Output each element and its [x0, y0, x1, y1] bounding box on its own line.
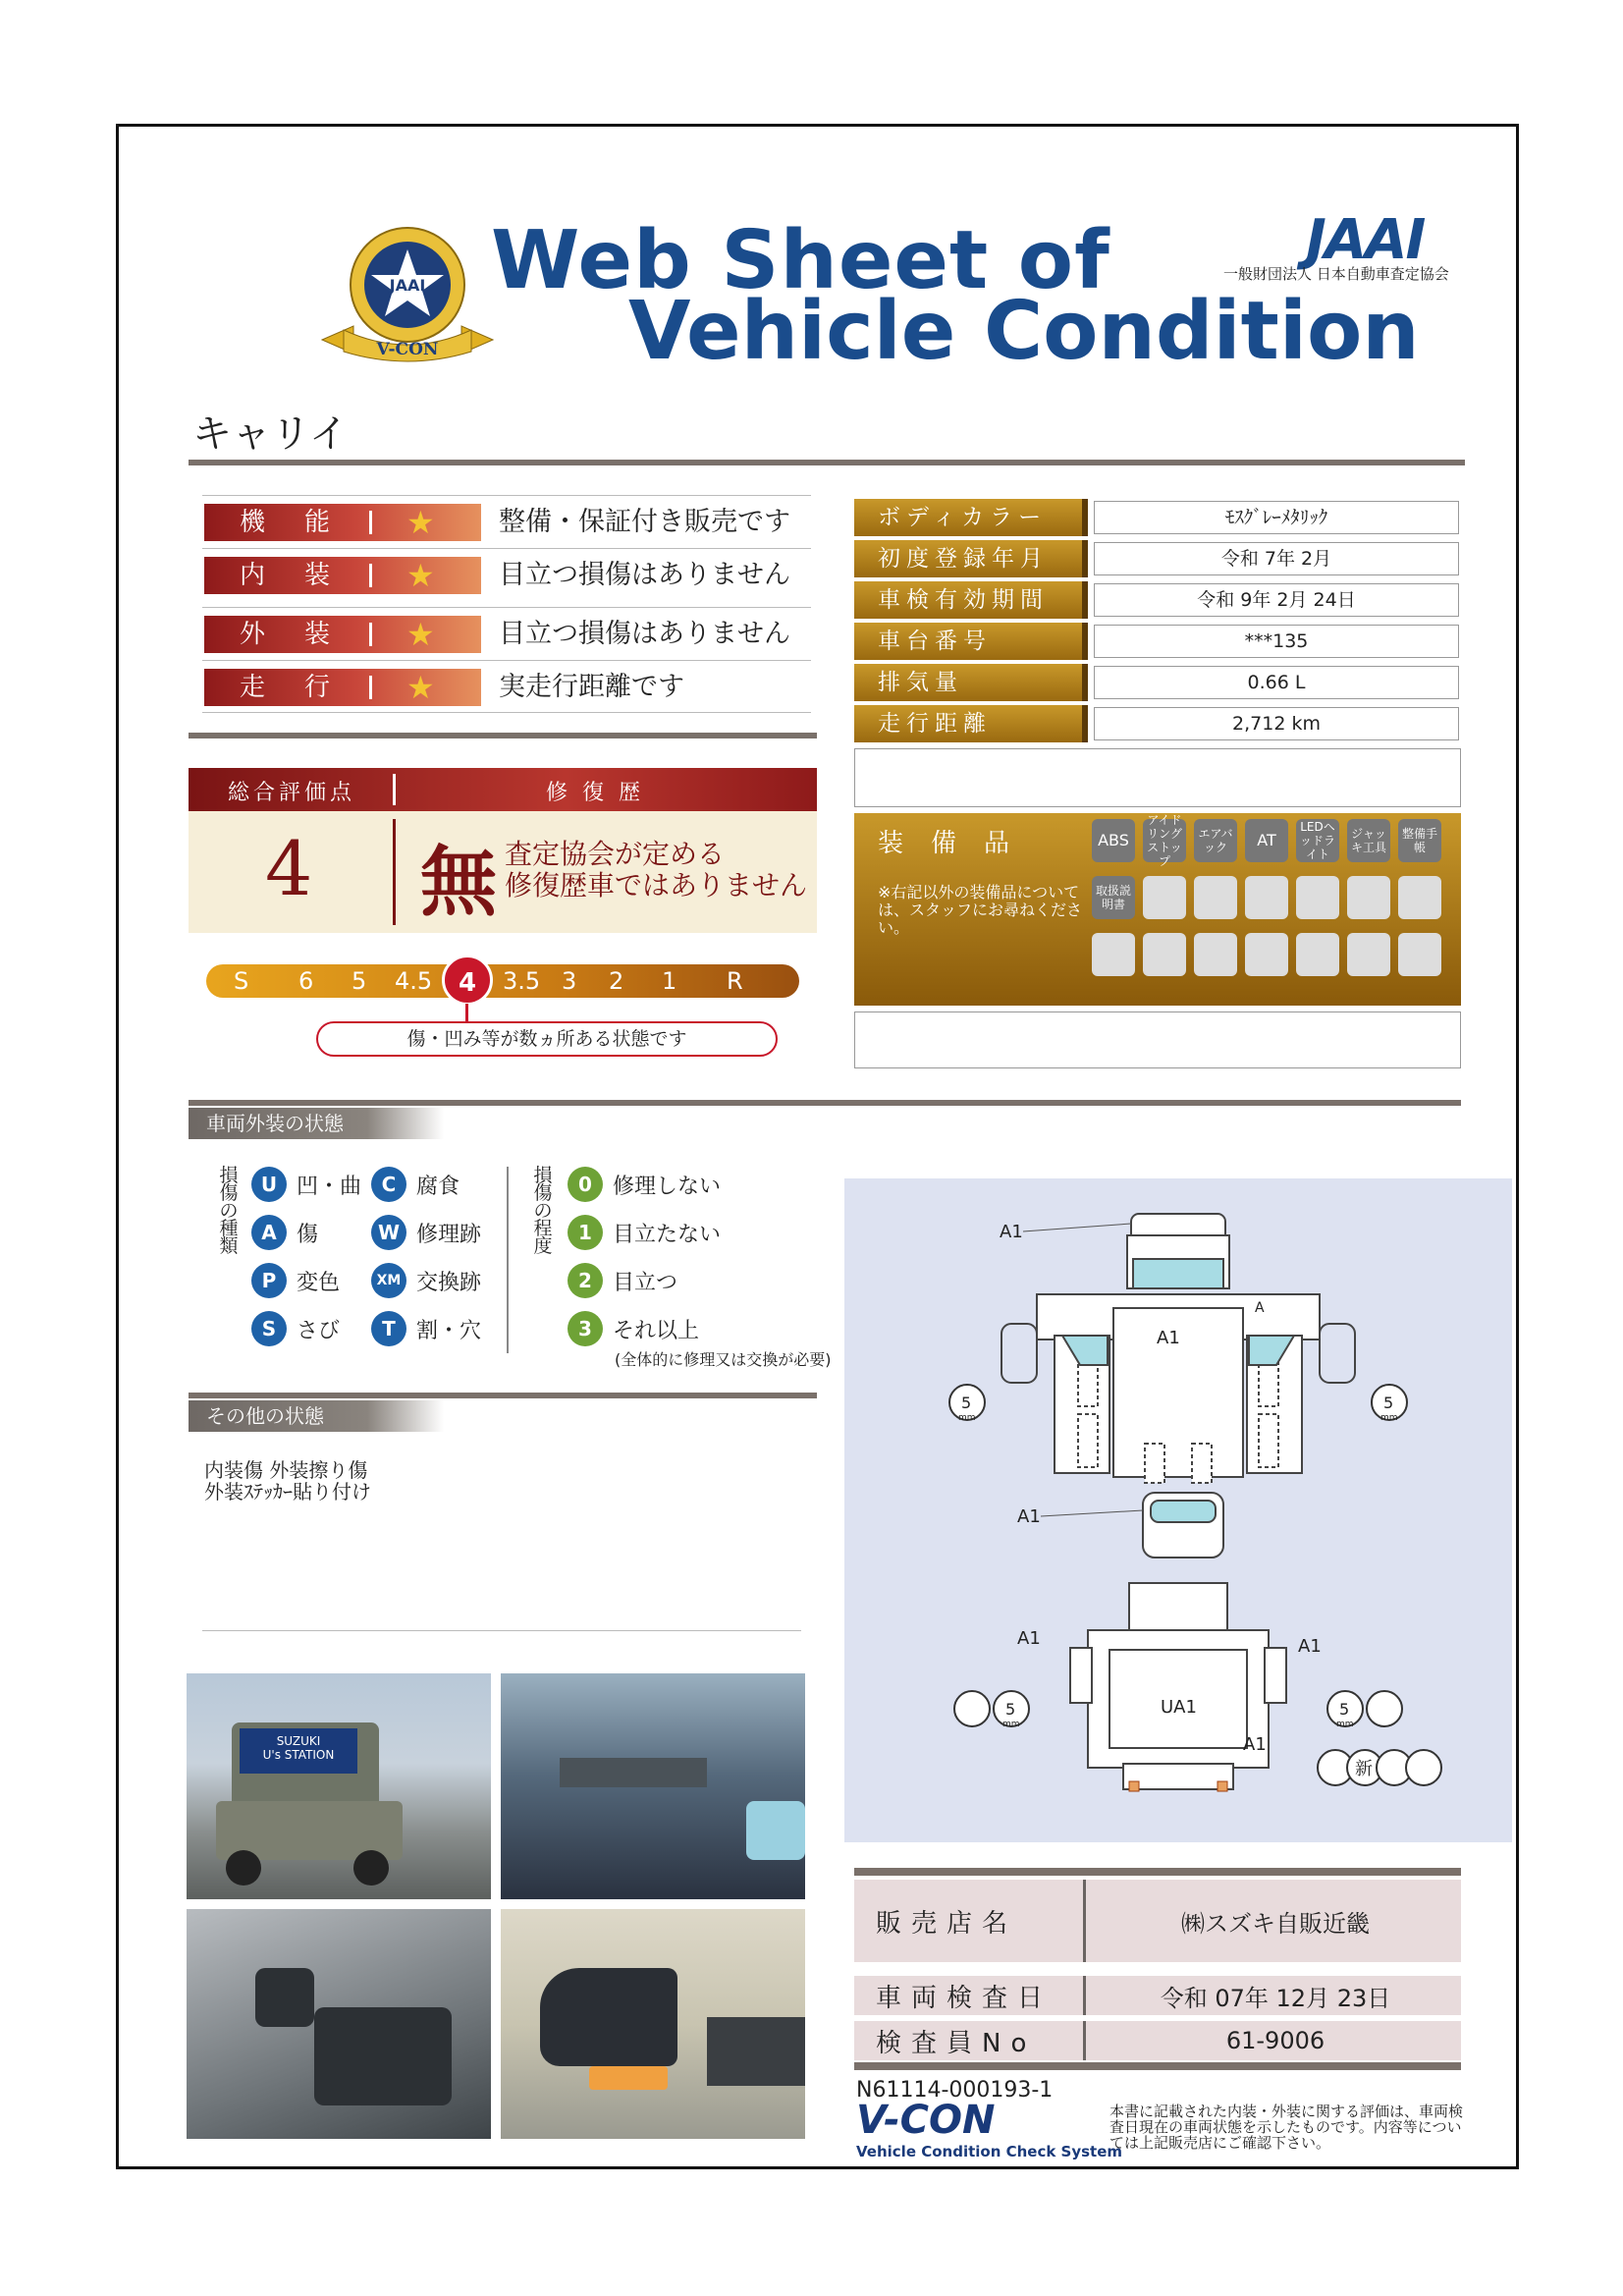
svg-text:5: 5	[1339, 1700, 1350, 1719]
shop-row-inspection-date: 車両検査日 令和 07年 12月 23日	[854, 1976, 1461, 2015]
damage-diagram	[844, 1178, 1512, 1842]
seal-inner-label: JAAI	[389, 276, 426, 295]
eval-text: 実走行距離です	[499, 672, 684, 702]
car-name: キャリイ	[192, 411, 349, 457]
equipment-empty-slot	[1245, 876, 1288, 919]
eval-tag: 機能 ★	[204, 504, 481, 541]
other-heading: その他の状態	[189, 1400, 444, 1432]
eval-tag: 走行 ★	[204, 669, 481, 706]
spec-row-color: ボディカラー ﾓｽｸﾞﾚｰﾒﾀﾘｯｸ	[854, 499, 1461, 536]
eval-text: 目立つ損傷はありません	[499, 560, 790, 590]
diagram-label: A1	[1000, 1222, 1023, 1242]
repair-text: 査定協会が定める 修復歴車ではありません	[505, 838, 808, 902]
eval-divider	[189, 733, 817, 738]
spec-row-mileage: 走行距離 2,712 km	[854, 705, 1461, 742]
star-icon: ★	[406, 504, 435, 541]
equipment-empty-slot	[1092, 933, 1135, 976]
star-icon: ★	[406, 669, 435, 706]
photo-headlight	[501, 1909, 805, 2139]
equipment-maintenance-book: 整備手帳	[1398, 819, 1441, 862]
spec-row-displacement: 排気量 0.66 L	[854, 664, 1461, 701]
photo-front-exterior: SUZUKI U's STATION	[187, 1673, 491, 1899]
svg-text:mm: mm	[1336, 1720, 1354, 1729]
other-divider	[189, 1393, 817, 1398]
equipment-at: AT	[1245, 819, 1288, 862]
spec-row-inspection-expiry: 車検有効期間 令和 9年 2月 24日	[854, 581, 1461, 619]
equipment-empty-slot	[1296, 876, 1339, 919]
eval-text: 整備・保証付き販売です	[499, 507, 790, 537]
shop-bottom-rule	[854, 2062, 1461, 2070]
equipment-notes-box	[854, 1011, 1461, 1068]
shop-top-rule	[854, 1868, 1461, 1876]
equipment-title: 装備品	[878, 829, 1038, 858]
equipment-empty-slot	[1194, 933, 1237, 976]
equipment-empty-slot	[1194, 876, 1237, 919]
damage-degree-legend: 0 修理しない 1 目立たない 2 目立つ 3 それ以上	[568, 1167, 721, 1346]
grade-scale: S 6 5 4.5 3.5 3 2 1 R	[206, 964, 799, 998]
spare-tire-label: 新	[1355, 1759, 1373, 1779]
total-score-value: 4	[265, 825, 313, 912]
eval-tag: 外装 ★	[204, 616, 481, 653]
photo-door-switches	[187, 1909, 491, 2139]
equipment-empty-slot	[1143, 876, 1186, 919]
seal-ribbon-label: V-CON	[376, 340, 439, 359]
damage-type-legend: U 凹・曲 C 腐食 A 傷 W 修理跡 P 変色 XM 交換跡 S さび T 割・穴	[251, 1167, 507, 1346]
equipment-jack-tools: ジャッキ工具	[1347, 819, 1390, 862]
shop-table	[854, 1880, 1461, 2066]
repair-mark: 無	[420, 838, 498, 927]
disclaimer: 本書に記載された内装・外装に関する評価は、車両検査日現在の車両状態を示したものです。内容等については上記販売店にご確認下さい。	[1109, 2103, 1464, 2152]
equipment-manual: 取扱説明書	[1092, 876, 1135, 919]
shop-row-name: 販売店名 ㈱スズキ自販近畿	[854, 1880, 1461, 1962]
spec-row-first-registration: 初度登録年月 令和 7年 2月	[854, 540, 1461, 577]
vcon-system-name: Vehicle Condition Check System	[856, 2143, 1123, 2160]
jaai-logo: JAAI	[1306, 208, 1425, 272]
repair-history-label: 修 復 歴	[546, 781, 644, 805]
svg-text:mm: mm	[1002, 1720, 1020, 1729]
diagram-label: UA1	[1161, 1697, 1197, 1718]
org-name: 一般財団法人 日本自動車査定協会	[1223, 265, 1449, 283]
diagram-label: A1	[1157, 1328, 1180, 1348]
diagram-label: A1	[1017, 1628, 1041, 1649]
equipment-led-headlight: LEDヘッドライト	[1296, 819, 1339, 862]
diagram-label: A1	[1017, 1506, 1041, 1527]
equipment-empty-slot	[1296, 933, 1339, 976]
other-condition-text: 内装傷 外装擦り傷 外装ｽﾃｯｶｰ貼り付け	[204, 1458, 371, 1503]
star-icon: ★	[406, 557, 435, 594]
score-header	[189, 768, 817, 811]
exterior-heading: 車両外装の状態	[189, 1108, 444, 1139]
damage-degree-note: (全体的に修理又は交換が必要)	[615, 1350, 832, 1369]
eval-row-interior	[202, 548, 811, 601]
other-bottom-line	[202, 1630, 801, 1631]
shop-row-inspector-no: 検査員No 61-9006	[854, 2021, 1461, 2060]
diagram-label: A1	[1298, 1636, 1322, 1657]
svg-text:5: 5	[961, 1394, 972, 1412]
photo-windshield	[501, 1673, 805, 1899]
eval-row-exterior	[202, 607, 811, 660]
total-score-label: 総合評価点	[228, 781, 356, 805]
exterior-divider	[189, 1100, 1461, 1106]
sheet-number: N61114-000193-1	[856, 2078, 1054, 2103]
damage-type-title: 損傷の種類	[219, 1165, 239, 1257]
equipment-note: ※右記以外の装備品については、スタッフにお尋ねください。	[878, 883, 1083, 937]
equipment-grid	[1092, 813, 1457, 1000]
svg-text:5: 5	[1383, 1394, 1394, 1412]
truck-diagram-svg	[844, 1178, 1512, 1842]
equipment-empty-slot	[1245, 933, 1288, 976]
equipment-empty-slot	[1347, 876, 1390, 919]
grade-pointer	[465, 1004, 468, 1023]
damage-degree-title: 損傷の程度	[533, 1165, 553, 1257]
svg-text:mm: mm	[1380, 1413, 1398, 1423]
svg-text:5: 5	[1005, 1700, 1016, 1719]
jaai-seal-logo	[314, 224, 501, 371]
equipment-empty-slot	[1398, 933, 1441, 976]
spec-row-chassis-number: 車台番号 ***135	[854, 623, 1461, 660]
eval-row-function	[202, 495, 811, 548]
grade-selected-marker: 4	[442, 955, 493, 1006]
svg-text:mm: mm	[958, 1413, 976, 1423]
equipment-idle-stop: アイドリングストップ	[1143, 819, 1186, 862]
title-line-2: Vehicle Condition	[628, 285, 1420, 378]
eval-tag: 内装 ★	[204, 557, 481, 594]
equipment-empty-slot	[1347, 933, 1390, 976]
legend-divider	[507, 1167, 509, 1353]
spec-notes-box	[854, 748, 1461, 807]
grade-note: 傷・凹み等が数ヵ所ある状態です	[316, 1021, 778, 1057]
equipment-abs: ABS	[1092, 819, 1135, 862]
equipment-airbag: エアバック	[1194, 819, 1237, 862]
diagram-label: A	[1255, 1300, 1265, 1316]
equipment-empty-slot	[1398, 876, 1441, 919]
vcon-logo: V-CON	[856, 2098, 996, 2143]
eval-row-mileage	[202, 660, 811, 713]
eval-text: 目立つ損傷はありません	[499, 619, 790, 649]
equipment-empty-slot	[1143, 933, 1186, 976]
title-divider	[189, 460, 1465, 465]
diagram-label: A1	[1243, 1734, 1267, 1755]
star-icon: ★	[406, 616, 435, 653]
title-line-1: Web Sheet of	[491, 214, 1110, 307]
